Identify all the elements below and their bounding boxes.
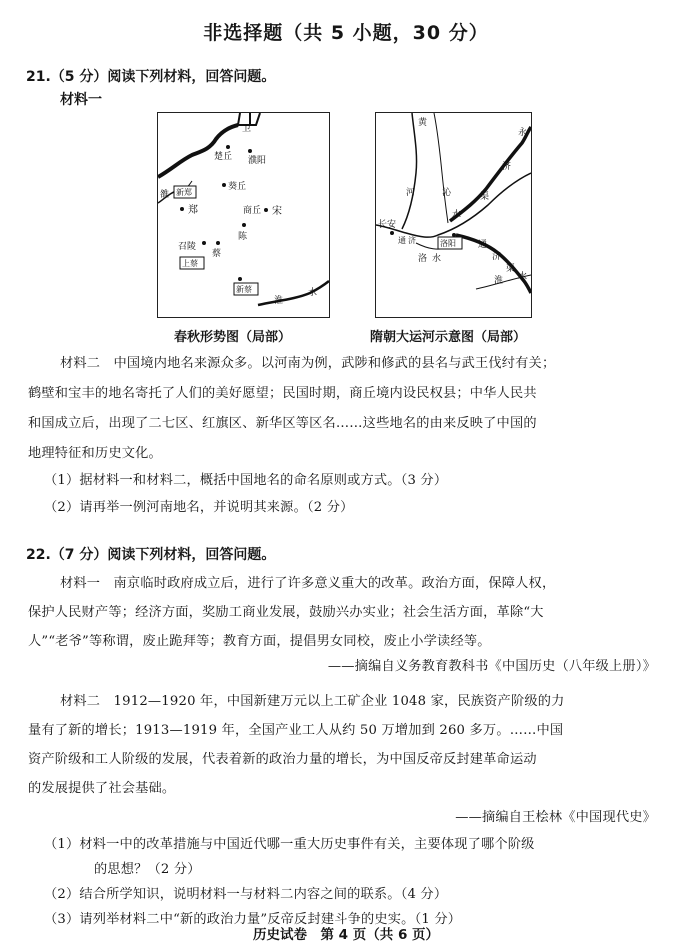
q21-material2-line: 材料二 中国境内地名来源众多。以河南为例，武陟和修武的县名与武王伐纣有关；	[60, 356, 556, 371]
section-title: 非选择题（共 5 小题，30 分）	[203, 22, 489, 44]
map2-label-shui2: 水	[432, 254, 442, 264]
q22-subquestion-1: （1）材料一中的改革措施与中国近代哪一重大历史事件有关，主要体现了哪个阶级	[44, 837, 535, 852]
map2-label-tongji1: 通	[398, 236, 406, 245]
q22-subquestion-2: （2）结合所学知识，说明材料一与材料二内容之间的联系。（4 分）	[44, 887, 448, 902]
map1-label-chen: 陈	[238, 232, 248, 242]
q22-material2-line: 材料二 1912—1920 年，中国新建万元以上工矿企业 1048 家，民族资产阶级的力	[60, 694, 565, 709]
map2-label-luo: 洛	[418, 254, 428, 264]
page-footer: 历史试卷 第 4 页（共 6 页）	[252, 927, 440, 943]
map2-label-tong2: 通	[478, 240, 488, 250]
q22-material1-line: 保护人民财产等；经济方面，奖励工商业发展，鼓励兴办实业；社会生活方面，革除“大	[28, 605, 544, 620]
q21-material2-line: 地理特征和历史文化。	[28, 446, 162, 461]
map2-label-luoyang: 洛阳	[440, 239, 456, 248]
map2-label-qin: 沁	[442, 188, 452, 198]
q22-material2-line: 资产阶级和工人阶级的发展，代表着新的政治力量的增长，为中国反帝反封建革命运动	[28, 752, 537, 767]
map2-label-huang: 黄	[418, 118, 428, 128]
map-sui-canal-drawing	[376, 113, 531, 317]
map1-label-zheng: 郑	[188, 205, 198, 216]
q22-subquestion-1-cont: 的思想？（2 分）	[94, 862, 201, 877]
q21-material2-line: 鹤壁和宝丰的地名寄托了人们的美好愿望；民国时期，商丘境内设民权县；中华人民共	[28, 386, 537, 401]
map2-label-ji3: 济	[492, 252, 502, 262]
map2-label-yong: 永	[518, 128, 528, 138]
map2-label-shui1: 水	[452, 210, 462, 220]
q21-material1-label: 材料一	[60, 92, 102, 108]
map1-label-cai: 蔡	[212, 249, 222, 259]
map2-label-shui3: 水	[518, 272, 528, 282]
map1-label-puyang: 濮阳	[248, 156, 267, 166]
map1-label-luo: 雒	[160, 190, 170, 200]
q21-material2-line: 和国成立后，出现了二七区、红旗区、新华区等区名……这些地名的由来反映了中国的	[28, 416, 537, 431]
map2-label-ji2: 济	[502, 162, 512, 172]
q22-material2-line: 的发展提供了社会基础。	[28, 781, 176, 796]
map2-label-huai: 淮	[494, 276, 504, 286]
map1-label-zheng-box: 新郑	[176, 188, 192, 197]
map1-label-shui: 水	[308, 288, 318, 298]
map2-caption: 隋朝大运河示意图（局部）	[370, 330, 527, 345]
map2-label-he: 河	[406, 188, 416, 198]
map1-label-song: 宋	[272, 206, 282, 217]
map1-label-wei: 卫	[242, 124, 252, 134]
map2-label-qu2: 渠	[506, 264, 516, 274]
q21-subquestion-2: （2）请再举一例河南地名，并说明其来源。（2 分）	[44, 500, 354, 515]
q22-material1-source: ——摘编自义务教育教科书《中国历史（八年级上册）》	[327, 659, 656, 674]
map-sui-canal	[375, 112, 532, 318]
q22-subquestion-3: （3）请列举材料二中“新的政治力量”反帝反封建斗争的史实。（1 分）	[44, 912, 462, 927]
map-spring-autumn	[157, 112, 330, 318]
q22-material1-line: 人”“老爷”等称谓，废止跪拜等；教育方面，提倡男女同校，废止小学读经等。	[28, 634, 491, 649]
map1-label-shangcai: 上蔡	[182, 259, 198, 268]
map1-caption: 春秋形势图（局部）	[174, 330, 292, 345]
map1-label-chuqiu: 楚丘	[214, 152, 233, 162]
q22-material1-line: 材料一 南京临时政府成立后，进行了许多意义重大的改革。政治方面，保障人权，	[60, 576, 556, 591]
map1-label-kuiqiu: 葵丘	[228, 182, 247, 192]
map1-label-shangqiu: 商丘	[243, 206, 262, 216]
q21-header: 21.（5 分）阅读下列材料，回答问题。	[26, 69, 276, 85]
q22-material2-line: 量有了新的增长；1913—1919 年，全国产业工人从约 50 万增加到 260 多万。……中国	[28, 723, 564, 738]
map2-label-ji1: 济	[408, 236, 416, 245]
q22-material2-source: ——摘编自王桧林《中国现代史》	[455, 810, 656, 825]
map1-label-huai: 淮	[274, 296, 284, 306]
map1-label-zhaoling: 召陵	[178, 242, 197, 252]
q21-subquestion-1: （1）据材料一和材料二，概括中国地名的命名原则或方式。（3 分）	[44, 473, 448, 488]
map-spring-autumn-drawing	[158, 113, 329, 317]
q22-header: 22.（7 分）阅读下列材料，回答问题。	[26, 547, 276, 563]
map1-label-xincai: 新蔡	[236, 285, 252, 294]
map2-label-qu: 渠	[480, 192, 490, 202]
map2-label-changan: 长安	[378, 220, 397, 230]
